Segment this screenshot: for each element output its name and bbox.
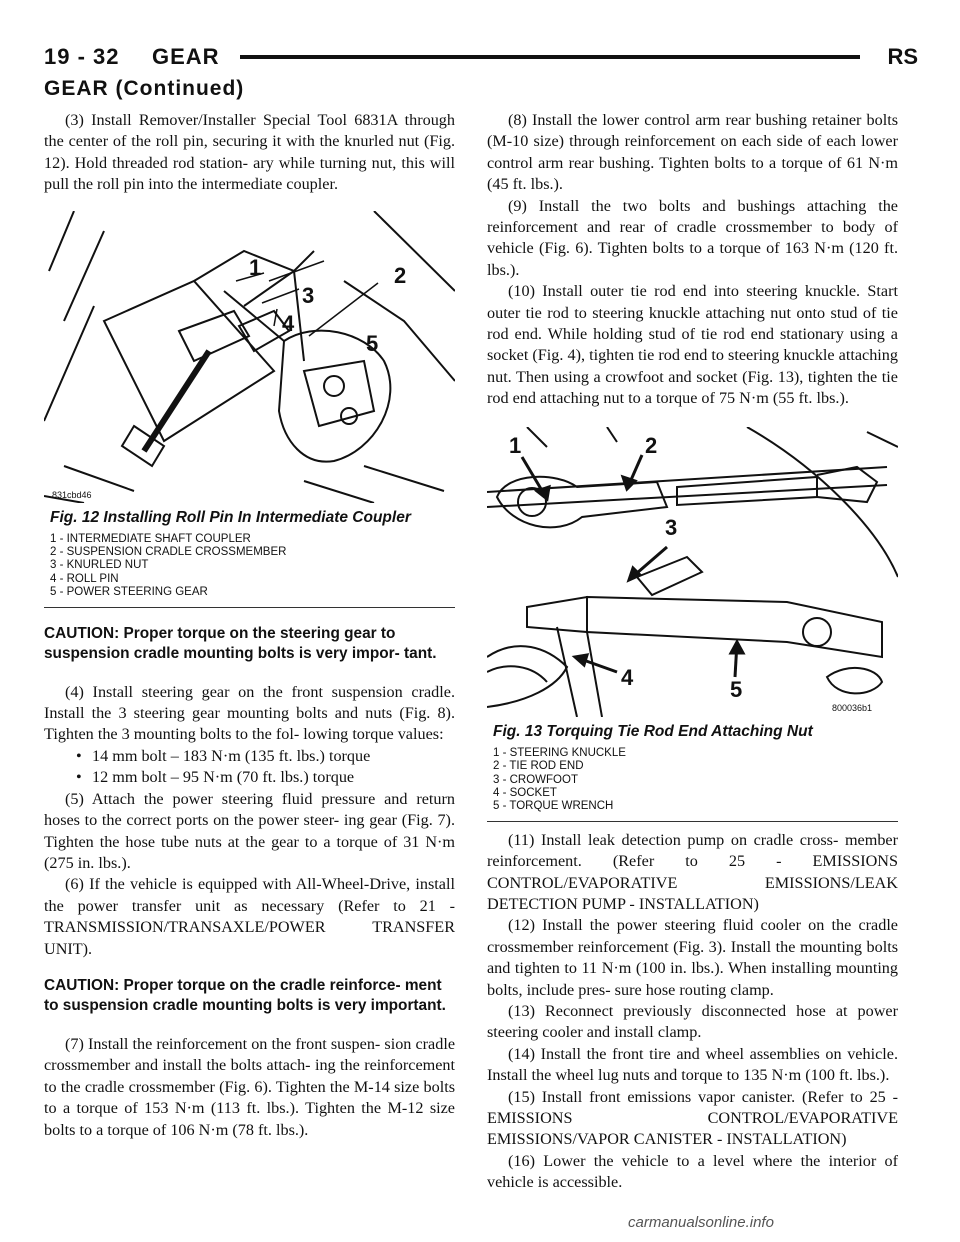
step-14: (14) Install the front tire and wheel assemblies on vehicle. Install the wheel lug nuts and torque to 135 N·m (100 ft. lbs.). <box>487 1044 898 1085</box>
fig13-callout-3: 3 <box>665 514 678 540</box>
fig12-callout-5: 5 <box>366 330 379 356</box>
fig13-callout-4: 4 <box>621 664 634 690</box>
figure-12-caption: Fig. 12 Installing Roll Pin In Intermediate Coupler <box>50 508 411 526</box>
fig12-callout-1: 1 <box>249 254 262 280</box>
fig12-callout-3: 3 <box>302 282 315 308</box>
figure-13 <box>487 427 898 822</box>
step-8: (8) Install the lower control arm rear bushing retainer bolts (M-10 size) through reinforcement on each side of each lower control arm rear bushing. Tighten bolts to a torque of 61 N·m (45 ft. lbs.). <box>487 111 898 194</box>
figure-divider <box>44 607 455 608</box>
legend-item: 2 - TIE ROD END <box>493 760 584 773</box>
caution-note: CAUTION: Proper torque on the cradle reinforce- ment to suspension cradle mounting bolts is very important. <box>44 976 446 1015</box>
step-4: (4) Install steering gear on the front suspension cradle. Install the 3 steering gear mounting bolts and nuts (Fig. 8). Tighten the 3 mounting bolts to the fol- lowing torque values: <box>44 682 455 744</box>
legend-item: 5 - TORQUE WRENCH <box>493 800 614 813</box>
fig13-callout-5: 5 <box>730 676 743 702</box>
step-13: (13) Reconnect previously disconnected hose at power steering cooler and install clamp. <box>487 1001 898 1042</box>
step-15: (15) Install front emissions vapor canister. (Refer to 25 - EMISSIONS CONTROL/EVAPORATIVE EMISSIONS/VAPOR CANISTER - INSTALLATION) <box>487 1087 898 1149</box>
figure-12-illustration <box>44 211 455 503</box>
legend-item: 4 - SOCKET <box>493 786 557 799</box>
step-11: (11) Install leak detection pump on cradle cross- member reinforcement. (Refer to 25 - EMISSIONS CONTROL/EVAPORATIVE EMISSIONS/LEAK DETECTION PUMP - INSTALLATION) <box>487 830 898 913</box>
legend-item: 2 - SUSPENSION CRADLE CROSSMEMBER <box>50 546 287 559</box>
figure-12-legend <box>50 533 455 600</box>
bullet-item: • 12 mm bolt – 95 N·m (70 ft. lbs.) torque <box>44 767 455 788</box>
fig13-callout-2: 2 <box>645 432 658 458</box>
watermark: carmanualsonline.info <box>628 1214 774 1231</box>
fig13-image-code: 800036b1 <box>832 702 873 713</box>
section-name: GEAR <box>152 44 220 69</box>
figure-12 <box>44 211 455 608</box>
legend-item: 4 - ROLL PIN <box>50 572 119 585</box>
legend-item: 5 - POWER STEERING GEAR <box>50 586 208 599</box>
legend-item: 1 - STEERING KNUCKLE <box>493 746 626 759</box>
legend-item: 1 - INTERMEDIATE SHAFT COUPLER <box>50 532 251 545</box>
fig12-callout-4: 4 <box>282 310 295 336</box>
page-header <box>44 44 918 72</box>
left-column <box>44 110 455 1141</box>
figure-13-illustration <box>487 427 898 717</box>
model-code: RS <box>887 44 918 69</box>
figure-13-legend <box>493 747 898 814</box>
legend-item: 3 - KNURLED NUT <box>50 559 149 572</box>
header-rule <box>240 55 860 59</box>
step-3: (3) Install Remover/Installer Special Tool 6831A through the center of the roll pin, securing it with the knurled nut (Fig. 12). Hold threaded rod station- ary while turning nut, this will pull the roll pin into the intermediate coupler. <box>44 111 455 194</box>
legend-item: 3 - CROWFOOT <box>493 773 578 786</box>
bullet-item: • 14 mm bolt – 183 N·m (135 ft. lbs.) torque <box>44 746 455 767</box>
figure-divider <box>487 821 898 822</box>
fig12-image-code: 831cbd46 <box>52 489 92 500</box>
caution-note: CAUTION: Proper torque on the steering gear to suspension cradle mounting bolts is very impor- tant. <box>44 624 437 663</box>
fig13-callout-1: 1 <box>509 432 522 458</box>
fig12-callout-2: 2 <box>394 262 407 288</box>
step-6: (6) If the vehicle is equipped with All-Wheel-Drive, install the power transfer unit as necessary (Refer to 21 - TRANSMISSION/TRANSAXLE/POWER TRANSFER UNIT). <box>44 875 455 958</box>
step-12: (12) Install the power steering fluid cooler on the cradle crossmember reinforcement (Fig. 3). Install the mounting bolts and tighten to 11 N·m (100 in. lbs.). When installing mounting bolts, include pres- sure hose routing clamp. <box>487 916 898 999</box>
right-column <box>487 110 898 1194</box>
step-7: (7) Install the reinforcement on the front suspen- sion cradle crossmember and install the bolts attach- ing the reinforcement to the cradle crossmember (Fig. 6). Tighten the M-14 size bolts to a torque of 153 N·m (113 ft. lbs.). Tighten the M-12 size bolts to a torque of 106 N·m (78 ft. lbs.). <box>44 1034 455 1139</box>
figure-13-caption: Fig. 13 Torquing Tie Rod End Attaching Nut <box>493 722 813 740</box>
page-number: 19 - 32 <box>44 44 120 69</box>
step-5: (5) Attach the power steering fluid pressure and return hoses to the correct ports on the power steer- ing gear (Fig. 7). Tighten the hose tube nuts at the gear to a torque of 31 N·m (275 in. lbs.). <box>44 789 455 872</box>
step-10: (10) Install outer tie rod end into steering knuckle. Start outer tie rod to steering knuckle attaching nut onto stud of tie rod end. While holding stud of tie rod end stationary using a socket (Fig. 4), tighten tie rod end to steering knuckle attaching nut. Then using a crowfoot and socket (Fig. 13), tighten the tie rod end attaching nut to a torque of 75 N·m (55 ft. lbs.). <box>487 282 898 408</box>
continued-title: GEAR (Continued) <box>44 77 245 100</box>
step-16: (16) Lower the vehicle to a level where the interior of vehicle is accessible. <box>487 1151 898 1192</box>
step-9: (9) Install the two bolts and bushings attaching the reinforcement and rear of cradle crossmember to body of vehicle (Fig. 6). Tighten bolts to a torque of 163 N·m (120 ft. lbs.). <box>487 196 898 279</box>
